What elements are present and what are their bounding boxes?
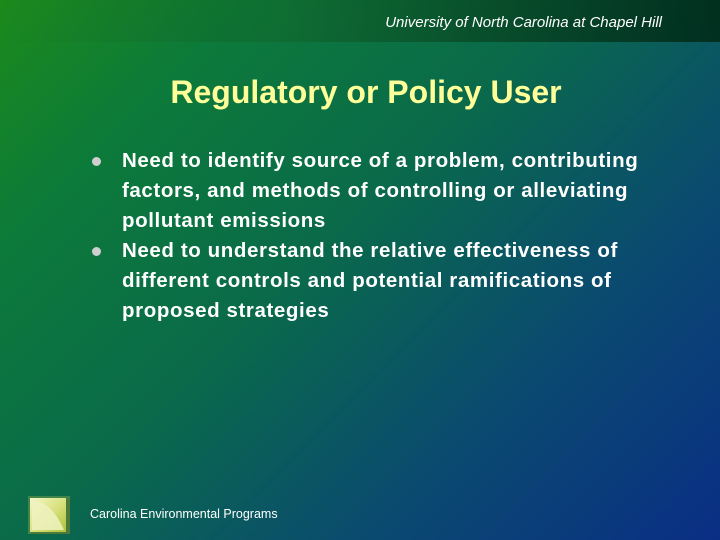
bullet-item [92,146,692,236]
bullet-text: Need to identify source of a problem, contributing factors, and methods of controlling or alleviating pollutant emissions [122,149,639,232]
header-bar [0,0,720,42]
bullet-item [92,236,692,326]
institution-name: University of North Carolina at Chapel Hill [385,14,662,31]
leaf-square-logo-icon [26,494,72,536]
bullet-text: Need to understand the relative effectiveness of different controls and potential ramifications of proposed strategies [122,239,618,322]
footer-organization: Carolina Environmental Programs [90,507,278,521]
bullet-dot-icon [92,247,101,256]
slide-title: Regulatory or Policy User [170,74,562,110]
bullet-dot-icon [92,157,101,166]
bullet-list [92,146,692,326]
